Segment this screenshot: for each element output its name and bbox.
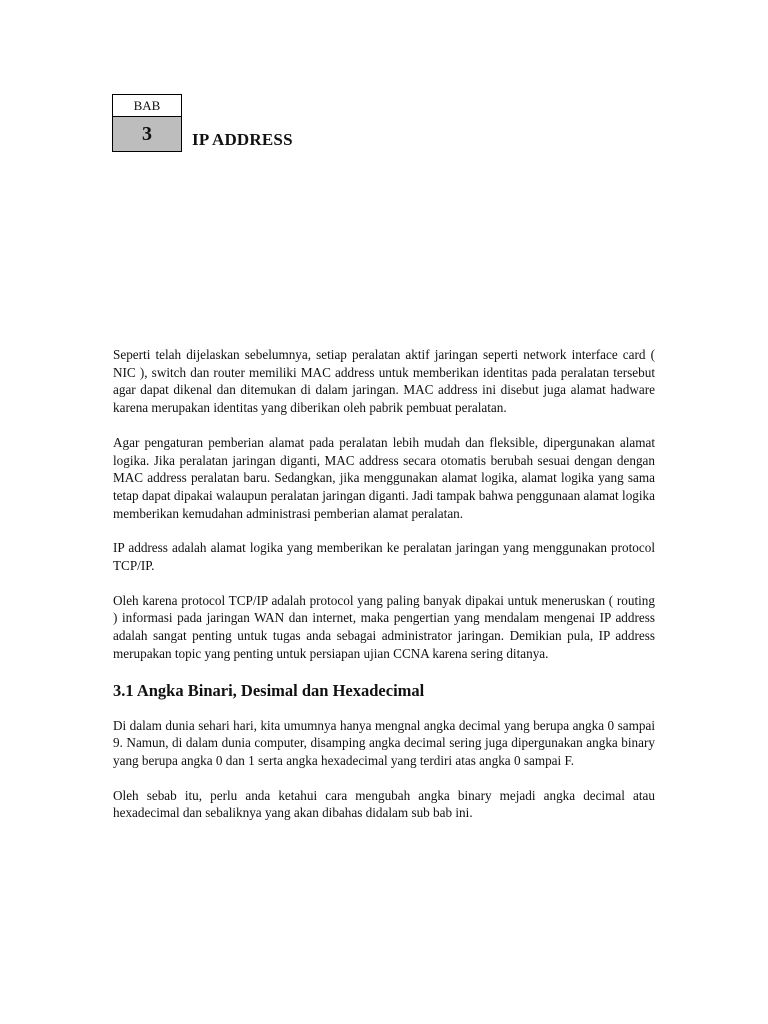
section-heading: 3.1 Angka Binari, Desimal dan Hexadecimal (113, 680, 425, 700)
chapter-label: BAB (113, 95, 181, 117)
chapter-box (112, 94, 182, 152)
paragraph: Seperti telah dijelaskan sebelumnya, setiap peralatan aktif jaringan seperti network interface card ( NIC ), switch dan router memiliki MAC address untuk memberikan identitas pada peralatan tersebut agar dapat dikenal dan ditemukan di dalam jaringan. MAC address ini disebut juga alamat hadware karena merupakan identitas yang diberikan oleh pabrik pembuat peralatan. (113, 347, 655, 416)
paragraph: Agar pengaturan pemberian alamat pada peralatan lebih mudah dan fleksible, dipergunakan alamat logika. Jika peralatan jaringan diganti, MAC address secara otomatis berubah sesuai dengan dengan MAC address peralatan baru. Sedangkan, jika menggunakan alamat logika, alamat logika yang sama tetap dapat dipakai walaupun peralatan jaringan diganti. Jadi tampak bahwa penggunaan alamat logika memberikan kemudahan administrasi pemberian alamat peralatan. (113, 434, 655, 521)
chapter-title: IP ADDRESS (192, 130, 293, 149)
paragraph: Oleh karena protocol TCP/IP adalah protocol yang paling banyak dipakai untuk meneruskan ( routing ) informasi pada jaringan WAN dan internet, maka pengertian yang mendalam mengenai IP address adalah sangat penting untuk tugas anda sebagai administrator jaringan. Demikian pula, IP address merupakan topic yang penting untuk persiapan ujian CCNA karena sering ditanya. (113, 592, 655, 661)
paragraph: Di dalam dunia sehari hari, kita umumnya hanya mengnal angka decimal yang berupa angka 0 sampai 9. Namun, di dalam dunia computer, disamping angka decimal sering juga dipergunakan angka binary yang berupa angka 0 dan 1 serta angka hexadecimal yang terdiri atas angka 0 sampai F. (113, 717, 655, 768)
paragraph: Oleh sebab itu, perlu anda ketahui cara mengubah angka binary mejadi angka decimal atau hexadecimal dan sebaliknya yang akan dibahas didalam sub bab ini. (113, 787, 655, 821)
document-body (113, 346, 655, 839)
paragraph: IP address adalah alamat logika yang memberikan ke peralatan jaringan yang menggunakan protocol TCP/IP. (113, 540, 655, 574)
chapter-number: 3 (113, 117, 181, 151)
